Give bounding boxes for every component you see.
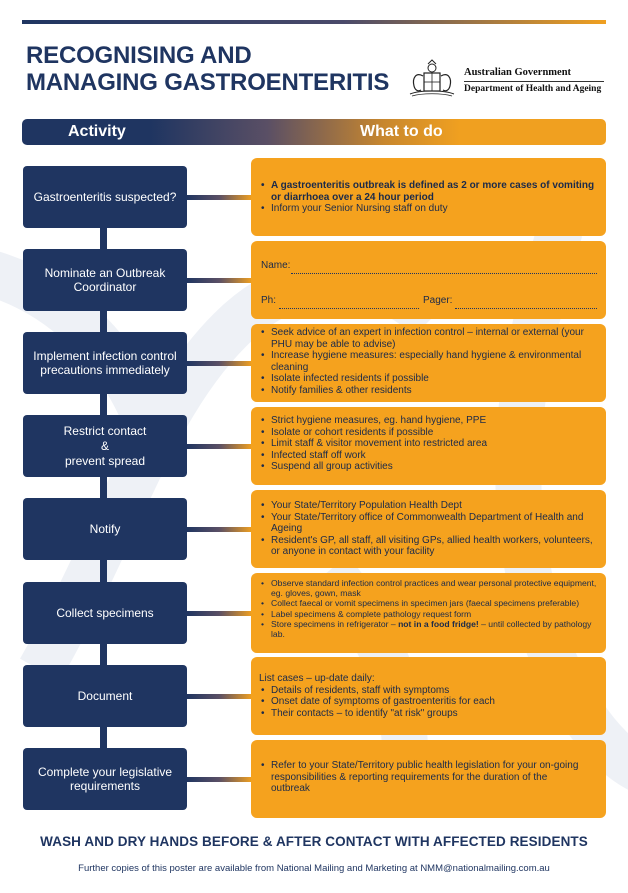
action-box-gastro-suspected [251, 158, 606, 236]
row-connector [186, 777, 252, 782]
action-item: • Increase hygiene measures: especially hand hygiene & environmental cleaning [271, 350, 598, 373]
title-line-1: RECOGNISING AND [26, 42, 252, 69]
action-item: • Isolate infected residents if possible [271, 373, 598, 385]
phone-field-line[interactable] [279, 308, 419, 309]
action-item: • Suspend all group activities [271, 461, 598, 473]
activity-line: prevent spread [64, 453, 146, 468]
logo-line-1: Australian Government [464, 67, 572, 78]
row-connector [186, 361, 252, 366]
page-title [26, 42, 389, 96]
copies-note: Further copies of this poster are available from National Mailing and Marketing at NMM@nationalmailing.com.au [78, 863, 550, 874]
pager-field-label: Pager: [423, 295, 453, 306]
activity-gastro-suspected [23, 166, 187, 228]
name-field-label: Name: [261, 260, 291, 271]
store-text: – until collected by pathology lab. [271, 618, 592, 640]
action-box-restrict-contact [251, 407, 606, 485]
pager-field-line[interactable] [455, 308, 597, 309]
title-line-2: MANAGING GASTROENTERITIS [26, 69, 390, 96]
action-item: • Your State/Territory Population Health Dept [271, 500, 598, 512]
activity-label: Gastroenteritis suspected? [33, 190, 177, 204]
action-box-notify [251, 490, 606, 568]
header-what-to-do: What to do [360, 123, 443, 140]
action-item: • Their contacts – to identify "at risk" groups [271, 708, 598, 720]
action-item: • Resident's GP, all staff, all visiting GPs, allied health workers, volunteers, or anyone in contact with your facility [271, 535, 598, 558]
action-item: • Limit staff & visitor movement into restricted area [271, 438, 598, 450]
action-item: • Strict hygiene measures, eg. hand hygiene, PPE [271, 415, 598, 427]
activity-infection-control [23, 332, 187, 394]
activity-line: Restrict contact [63, 423, 147, 438]
row-connector [186, 694, 252, 699]
government-logo [406, 58, 606, 98]
action-item: • Label specimens & complete pathology request form [271, 609, 598, 619]
action-box-collect-specimens [251, 573, 606, 653]
wash-hands-banner: WASH AND DRY HANDS BEFORE & AFTER CONTACT WITH AFFECTED RESIDENTS [40, 834, 588, 849]
action-item: • Isolate or cohort residents if possible [271, 427, 598, 439]
name-field-line[interactable] [291, 273, 597, 274]
activity-label: Implement infection control precautions immediately [33, 349, 177, 377]
activity-document [23, 665, 187, 727]
action-box-nominate-coordinator [251, 241, 606, 319]
activity-notify [23, 498, 187, 560]
action-item: • Refer to your State/Territory public health legislation for your on-going responsibilities & reporting requirements for the duration of the outbreak [271, 760, 584, 795]
action-box-infection-control [251, 324, 606, 402]
row-connector [186, 278, 252, 283]
header-activity: Activity [68, 123, 126, 140]
action-item: • A gastroenteritis outbreak is defined as 2 or more cases of vomiting or diarrhoea over a 24 hour period [271, 180, 598, 203]
action-item [271, 619, 598, 639]
row-connector [186, 611, 252, 616]
action-item: • Onset date of symptoms of gastroenteritis for each [271, 696, 598, 708]
activity-legislative [23, 748, 187, 810]
action-box-legislative [251, 740, 606, 818]
action-item: • Details of residents, staff with symptoms [271, 685, 598, 697]
action-item: • Observe standard infection control practices and wear personal protective equipment, eg. gloves, gown, mask [271, 578, 598, 598]
document-intro: List cases – up-date daily: [259, 673, 375, 684]
activity-label: Nominate an Outbreak Coordinator [44, 266, 166, 294]
activity-label [64, 424, 147, 469]
action-item: • Inform your Senior Nursing staff on duty [271, 203, 598, 215]
activity-label: Notify [89, 522, 121, 536]
store-warning: not in a food fridge! [398, 618, 479, 629]
activity-label: Document [77, 689, 133, 703]
row-connector [186, 195, 252, 200]
activity-collect-specimens [23, 582, 187, 644]
activity-label: Collect specimens [56, 606, 154, 620]
action-box-document [251, 657, 606, 735]
action-item: • Infected staff off work [271, 450, 598, 462]
crest-icon [406, 58, 458, 98]
activity-label: Complete your legislative requirements [37, 765, 173, 793]
action-item: • Collect faecal or vomit specimens in specimen jars (faecal specimens preferable) [271, 598, 598, 608]
phone-field-label: Ph: [261, 295, 277, 306]
top-accent-bar [22, 20, 606, 24]
table-header [22, 119, 606, 145]
activity-restrict-contact [23, 415, 187, 477]
row-connector [186, 444, 252, 449]
activity-line: & [100, 438, 109, 453]
action-item: • Notify families & other residents [271, 385, 598, 397]
store-text: Store specimens in refrigerator – [271, 618, 399, 629]
row-connector [186, 527, 252, 532]
logo-line-2: Department of Health and Ageing [464, 84, 602, 94]
logo-divider [464, 81, 604, 82]
action-item: • Your State/Territory office of Commonwealth Department of Health and Ageing [271, 512, 598, 535]
action-item: • Seek advice of an expert in infection control – internal or external (your PHU may be able to advise) [271, 327, 598, 350]
activity-nominate-coordinator [23, 249, 187, 311]
